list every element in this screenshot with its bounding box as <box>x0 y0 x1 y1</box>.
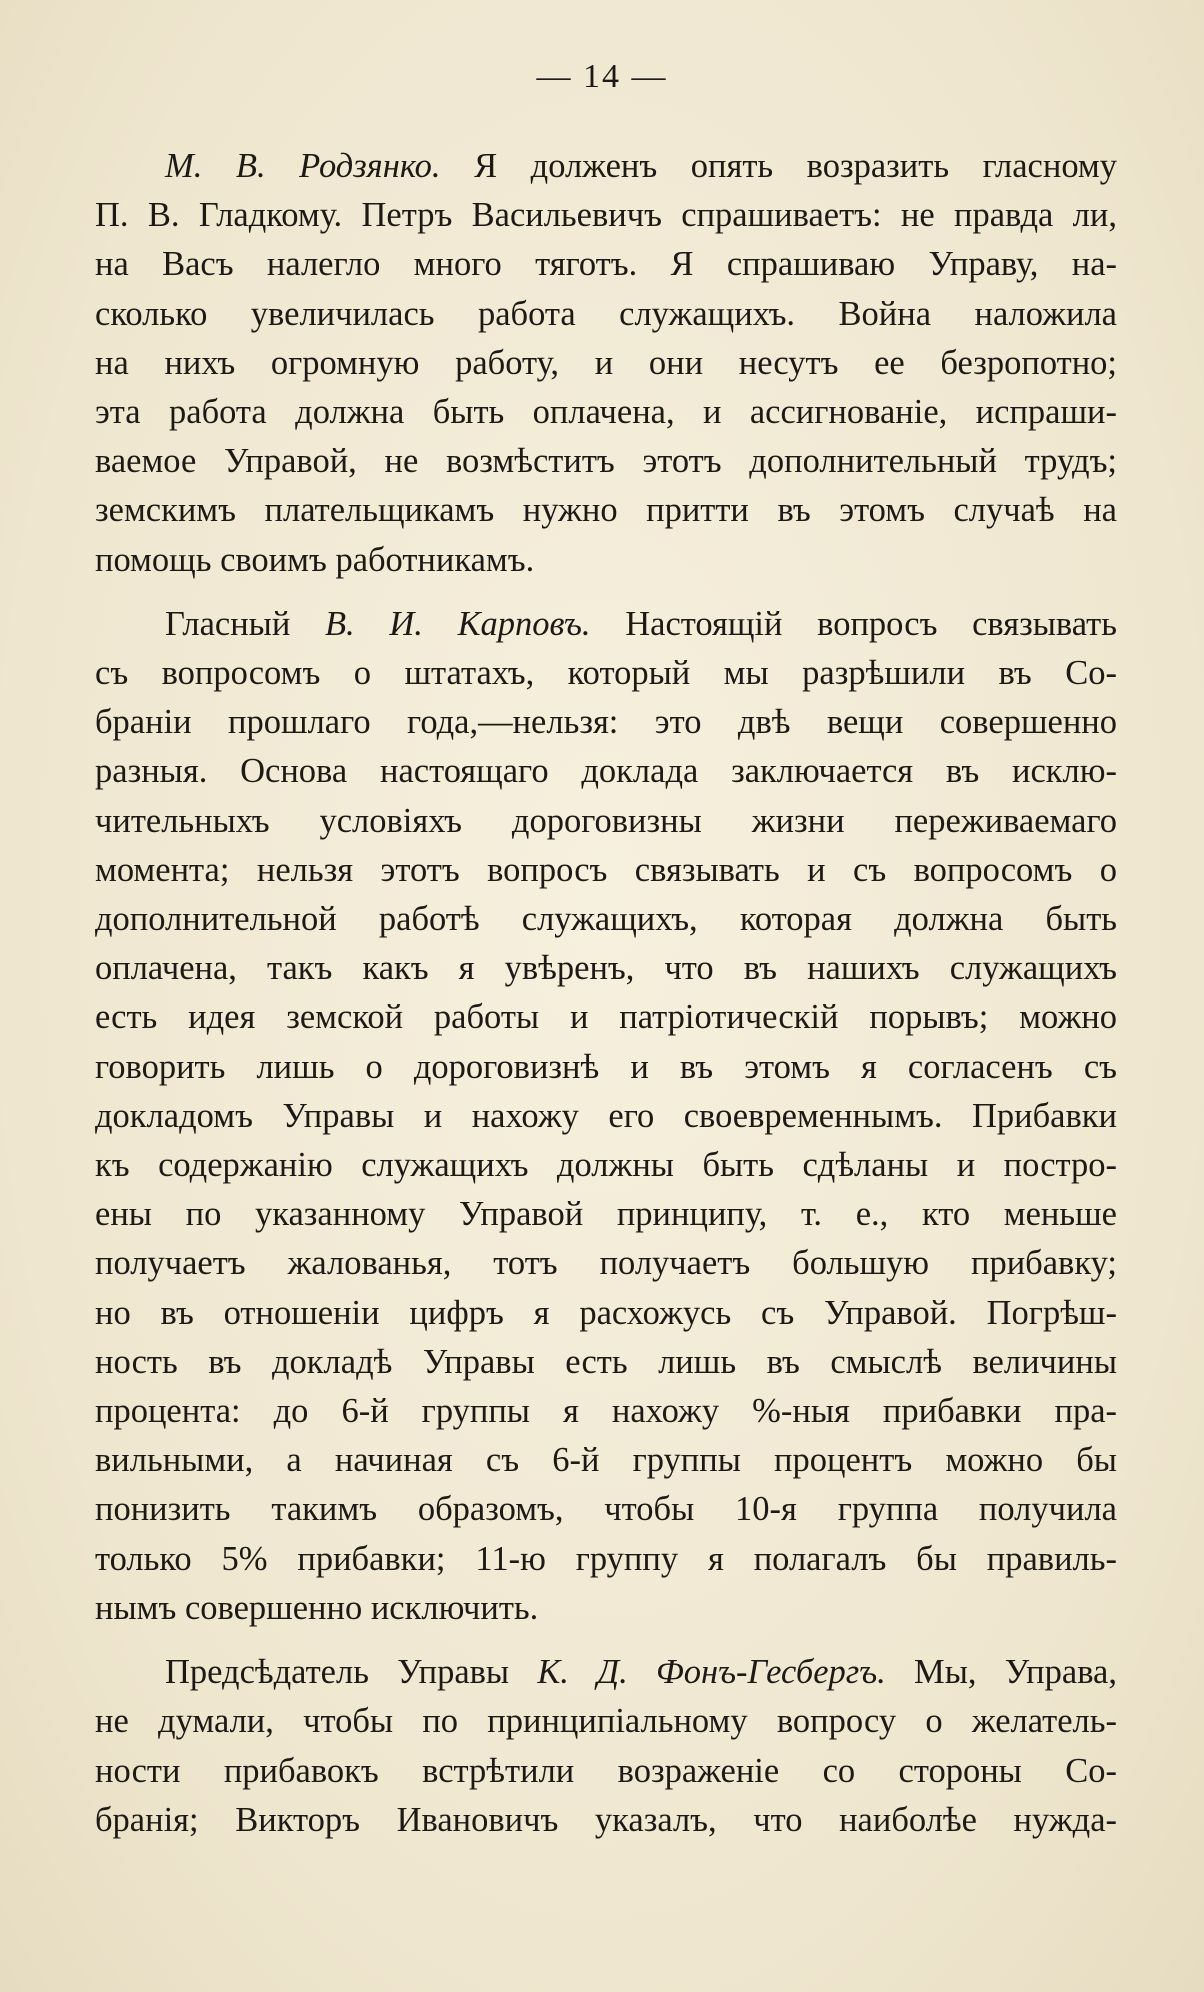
line-text: Настоящій вопросъ связывать <box>590 604 1117 643</box>
text-line: эта работа должна быть оплачена, и ассигнованіе, испраши- <box>95 393 1117 432</box>
text-line <box>95 1648 1117 1697</box>
speaker-name: В. И. Карповъ. <box>324 604 591 643</box>
line-prefix: Гласный <box>165 604 325 643</box>
speaker-name: К. Д. Фонъ-Гесбергъ. <box>537 1653 886 1692</box>
paragraph-karpov <box>95 600 1117 1633</box>
text-line: есть идея земской работы и патріотическій порывъ; можно <box>95 998 1117 1037</box>
text-line: докладомъ Управы и нахожу его своевременнымъ. Прибавки <box>95 1096 1117 1135</box>
text-line: не думали, чтобы по принципіальному вопросу о желатель- <box>95 1702 1117 1741</box>
line-prefix: Предсѣдатель Управы <box>165 1653 538 1692</box>
text-line: помощь своимъ работникамъ. <box>95 540 535 579</box>
text-line: говорить лишь о дороговизнѣ и въ этомъ я согласенъ съ <box>95 1047 1117 1086</box>
text-line <box>95 600 1117 649</box>
text-line: съ вопросомъ о штатахъ, который мы разрѣшили въ Со- <box>95 654 1117 693</box>
text-line: вильными, а начиная съ 6-й группы процентъ можно бы <box>95 1441 1117 1480</box>
text-line: къ содержанію служащихъ должны быть сдѣланы и постро- <box>95 1146 1117 1185</box>
text-line: ности прибавокъ встрѣтили возраженіе со стороны Со- <box>95 1751 1117 1790</box>
text-body <box>95 142 1117 1860</box>
text-line: ваемое Управой, не возмѣститъ этотъ дополнительный трудъ; <box>95 442 1117 481</box>
text-line: П. В. Гладкому. Петръ Васильевичъ спрашиваетъ: не правда ли, <box>95 196 1117 235</box>
text-line: на нихъ огромную работу, и они несутъ ее безропотно; <box>95 343 1117 382</box>
text-line: оплачена, такъ какъ я увѣренъ, что въ нашихъ служащихъ <box>95 949 1117 988</box>
text-line: ены по указанному Управой принципу, т. е., кто меньше <box>95 1195 1117 1234</box>
text-line: разныя. Основа настоящаго доклада заключается въ исклю- <box>95 752 1117 791</box>
text-line: только 5% прибавки; 11-ю группу я полагалъ бы правиль- <box>95 1539 1117 1578</box>
line-text: Я долженъ опять возразить гласному <box>440 147 1117 185</box>
text-line: ность въ докладѣ Управы есть лишь въ смыслѣ величины <box>95 1342 1117 1381</box>
line-text: Мы, Управа, <box>885 1653 1117 1692</box>
text-line <box>95 142 1117 191</box>
text-line: получаетъ жалованья, тотъ получаетъ большую прибавку; <box>95 1244 1117 1283</box>
text-line: нымъ совершенно исключить. <box>95 1588 539 1627</box>
paragraph-rodzyanko <box>95 142 1117 585</box>
text-line: браніи прошлаго года,—нельзя: это двѣ вещи совершенно <box>95 703 1117 742</box>
text-line: понизить такимъ образомъ, чтобы 10-я группа получила <box>95 1490 1117 1529</box>
text-line: чительныхъ условіяхъ дороговизны жизни переживаемаго <box>95 801 1117 840</box>
text-line: но въ отношеніи цифръ я расхожусь съ Управой. Погрѣш- <box>95 1293 1117 1332</box>
text-line: момента; нельзя этотъ вопросъ связывать и съ вопросомъ о <box>95 850 1117 889</box>
text-line: бранія; Викторъ Ивановичъ указалъ, что наиболѣе нужда- <box>95 1800 1117 1839</box>
text-line: сколько увеличилась работа служащихъ. Война наложила <box>95 294 1117 333</box>
text-line: земскимъ плательщикамъ нужно притти въ этомъ случаѣ на <box>95 491 1117 530</box>
text-line: на Васъ налегло много тяготъ. Я спрашиваю Управу, на- <box>95 245 1117 284</box>
text-line: процента: до 6-й группы я нахожу %-ныя прибавки пра- <box>95 1392 1117 1431</box>
text-line: дополнительной работѣ служащихъ, которая должна быть <box>95 900 1117 939</box>
speaker-name: М. В. Родзянко. <box>165 147 441 185</box>
page-number: — 14 — <box>536 58 668 95</box>
paragraph-fon-gesberg <box>95 1648 1117 1845</box>
